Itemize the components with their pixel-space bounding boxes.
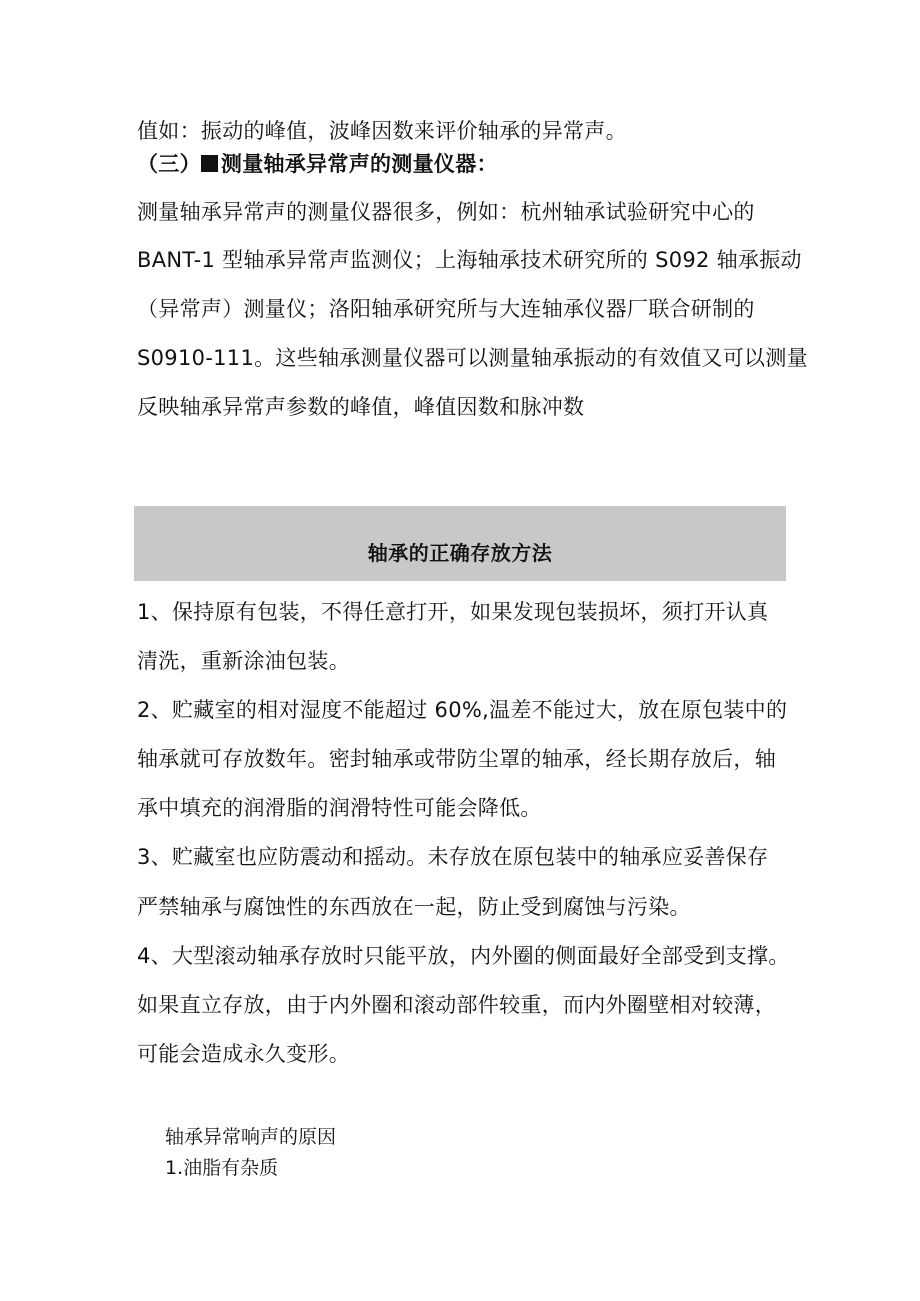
- storage-line: 如果直立存放，由于内外圈和滚动部件较重，而内外圈壁相对较薄，: [137, 993, 776, 1017]
- paragraph-line: S0910-111。这些轴承测量仪器可以测量轴承振动的有效值又可以测量: [137, 346, 808, 370]
- intro-line: 值如：振动的峰值，波峰因数来评价轴承的异常声。: [137, 119, 627, 143]
- paragraph-line: （异常声）测量仪；洛阳轴承研究所与大连轴承仪器厂联合研制的: [137, 297, 755, 321]
- footer-item: 1.油脂有杂质: [165, 1157, 279, 1179]
- footer-title: 轴承异常响声的原因: [165, 1126, 337, 1148]
- paragraph-line: BANT-1 型轴承异常声监测仪；上海轴承技术研究所的 S092 轴承振动: [137, 248, 802, 272]
- section-banner: [134, 506, 786, 581]
- storage-line: 轴承就可存放数年。密封轴承或带防尘罩的轴承，经长期存放后，轴: [137, 747, 776, 771]
- section-heading: [137, 150, 498, 178]
- square-bullet-icon: [201, 155, 218, 172]
- paragraph-line: 反映轴承异常声参数的峰值，峰值因数和脉冲数: [137, 395, 585, 419]
- storage-line: 3、贮藏室也应防震动和摇动。未存放在原包装中的轴承应妥善保存: [137, 845, 769, 869]
- storage-line: 可能会造成永久变形。: [137, 1042, 350, 1066]
- heading-text: 测量轴承异常声的测量仪器：: [220, 152, 498, 176]
- storage-line: 严禁轴承与腐蚀性的东西放在一起，防止受到腐蚀与污染。: [137, 895, 691, 919]
- heading-prefix: （三）: [137, 152, 201, 176]
- storage-line: 1、保持原有包装，不得任意打开，如果发现包装损坏，须打开认真: [137, 600, 769, 624]
- banner-title: 轴承的正确存放方法: [367, 541, 553, 565]
- storage-line: 承中填充的润滑脂的润滑特性可能会降低。: [137, 796, 542, 820]
- storage-line: 4、大型滚动轴承存放时只能平放，内外圈的侧面最好全部受到支撑。: [137, 944, 790, 968]
- storage-line: 清洗，重新涂油包装。: [137, 649, 350, 673]
- storage-line: 2、贮藏室的相对湿度不能超过 60%,温差不能过大，放在原包装中的: [137, 698, 788, 722]
- paragraph-line: 测量轴承异常声的测量仪器很多，例如：杭州轴承试验研究中心的: [137, 200, 755, 224]
